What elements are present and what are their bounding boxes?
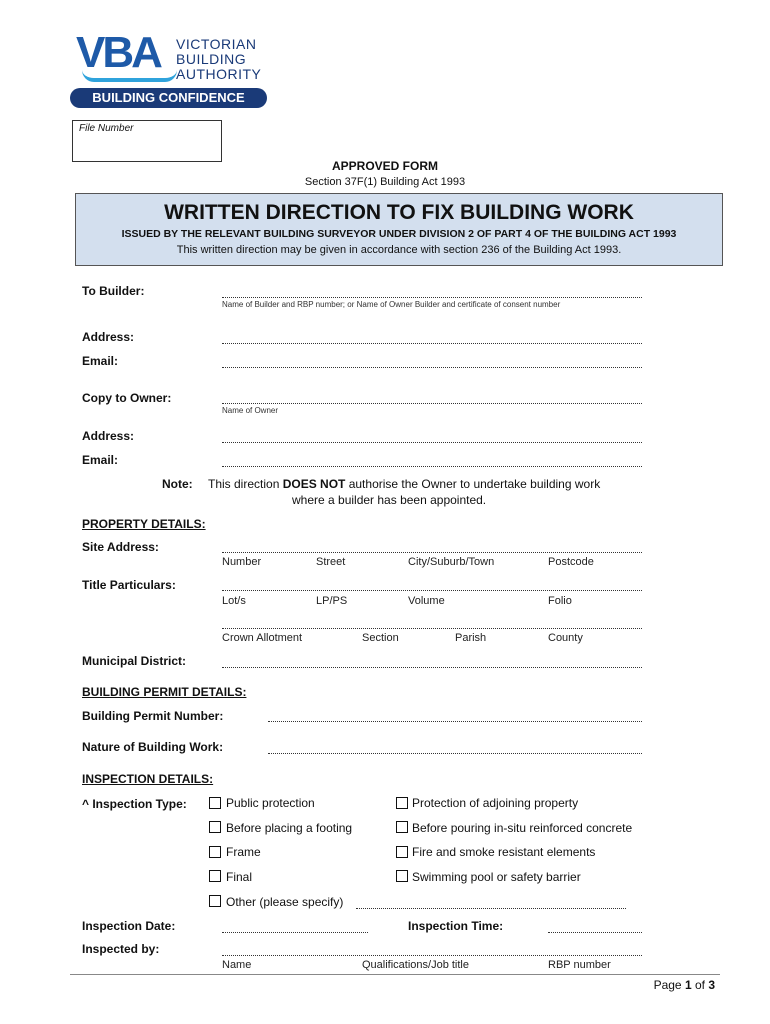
page-total: 3 (708, 978, 715, 992)
checkbox-adjoining-property[interactable] (396, 797, 408, 809)
approved-form-heading: APPROVED FORM (331, 159, 438, 173)
note-text-bold: DOES NOT (282, 477, 346, 491)
crown-col-allotment: Crown Allotment (222, 632, 303, 644)
inspection-time-label: Inspection Time: (408, 919, 504, 933)
site-address-label: Site Address: (82, 540, 159, 554)
checkbox-final[interactable] (209, 870, 221, 882)
owner-address-label: Address: (82, 429, 135, 443)
note-text-line2: where a builder has been appointed. (292, 493, 487, 507)
crown-allotment-field[interactable] (222, 628, 642, 629)
to-builder-label: To Builder: (82, 284, 145, 298)
other-specify-field[interactable] (356, 908, 626, 909)
inspected-by-col-name: Name (222, 959, 252, 971)
site-address-field[interactable] (222, 552, 642, 553)
form-title: WRITTEN DIRECTION TO FIX BUILDING WORK (164, 201, 634, 224)
title-col-lpps: LP/PS (316, 595, 348, 607)
approved-form-section: Section 37F(1) Building Act 1993 (304, 176, 466, 188)
builder-address-field[interactable] (222, 343, 642, 344)
checkbox-reinforced-concrete[interactable] (396, 821, 408, 833)
logo-name-line2: BUILDING (176, 51, 247, 67)
option-frame: Frame (226, 845, 261, 859)
permit-number-label: Building Permit Number: (82, 709, 224, 723)
inspection-time-field[interactable] (548, 932, 642, 933)
copy-to-owner-hint: Name of Owner (222, 406, 279, 415)
site-col-number: Number (222, 556, 262, 568)
page-of-word: of (691, 978, 709, 992)
option-before-footing: Before placing a footing (226, 821, 353, 835)
inspection-type-label: ^ Inspection Type: (82, 797, 187, 811)
owner-email-label: Email: (82, 453, 119, 467)
option-swimming-pool: Swimming pool or safety barrier (412, 870, 581, 884)
title-box (75, 193, 723, 266)
vba-logo-letters: VBA (76, 28, 160, 77)
site-col-postcode: Postcode (548, 556, 594, 568)
inspected-by-col-qualifications: Qualifications/Job title (362, 959, 469, 971)
title-col-folio: Folio (548, 595, 572, 607)
option-adjoining-property: Protection of adjoining property (412, 796, 579, 810)
file-number-label: File Number (79, 123, 134, 134)
inspection-details-heading: INSPECTION DETAILS: (82, 772, 214, 786)
builder-email-field[interactable] (222, 367, 642, 368)
to-builder-hint: Name of Builder and RBP number; or Name of Owner Builder and certificate of consent number (222, 300, 561, 309)
option-reinforced-concrete: Before pouring in-situ reinforced concrete (412, 821, 633, 835)
logo-name-line3: AUTHORITY (176, 66, 262, 82)
form-subtitle: ISSUED BY THE RELEVANT BUILDING SURVEYOR UNDER DIVISION 2 OF PART 4 OF THE BUILDING ACT 1993 (121, 228, 677, 240)
crown-col-county: County (548, 632, 583, 644)
checkbox-before-footing[interactable] (209, 821, 221, 833)
title-col-lots: Lot/s (222, 595, 246, 607)
inspection-date-field[interactable] (222, 932, 368, 933)
permit-number-field[interactable] (268, 721, 642, 722)
nature-of-work-field[interactable] (268, 753, 642, 754)
title-particulars-label: Title Particulars: (82, 578, 176, 592)
option-other: Other (please specify) (226, 895, 344, 909)
logo-swoosh (82, 70, 177, 82)
inspection-date-label: Inspection Date: (82, 919, 176, 933)
builder-address-label: Address: (82, 330, 135, 344)
copy-to-owner-label: Copy to Owner: (82, 391, 172, 405)
checkbox-other[interactable] (209, 895, 221, 907)
builder-email-label: Email: (82, 354, 119, 368)
site-col-street: Street (316, 556, 346, 568)
permit-details-heading: BUILDING PERMIT DETAILS: (82, 685, 247, 699)
vba-logo (70, 28, 270, 110)
checkbox-swimming-pool[interactable] (396, 870, 408, 882)
option-public-protection: Public protection (226, 796, 315, 810)
option-final: Final (226, 870, 253, 884)
logo-banner: BUILDING CONFIDENCE (70, 88, 267, 108)
file-number-box[interactable] (72, 120, 222, 162)
logo-name-line1: VICTORIAN (176, 36, 257, 52)
crown-col-section: Section (362, 632, 399, 644)
note-text-post: authorise the Owner to undertake building work (345, 477, 601, 491)
owner-email-field[interactable] (222, 466, 642, 467)
property-details-heading: PROPERTY DETAILS: (82, 517, 206, 531)
owner-address-field[interactable] (222, 442, 642, 443)
title-particulars-field[interactable] (222, 590, 642, 591)
site-col-city: City/Suburb/Town (408, 556, 495, 568)
copy-to-owner-field[interactable] (222, 403, 642, 404)
form-subline: This written direction may be given in accordance with section 236 of the Building Act 1993. (176, 244, 622, 256)
note-text-pre: This direction (208, 477, 283, 491)
page-word: Page (653, 978, 685, 992)
municipal-district-label: Municipal District: (82, 654, 187, 668)
option-fire-smoke: Fire and smoke resistant elements (412, 845, 596, 859)
checkbox-public-protection[interactable] (209, 797, 221, 809)
page-indicator (654, 978, 715, 992)
checkbox-frame[interactable] (209, 846, 221, 858)
page-number: 1 (684, 978, 692, 992)
footer-rule (70, 974, 720, 975)
note-text (208, 477, 600, 491)
to-builder-field[interactable] (222, 297, 642, 298)
crown-col-parish: Parish (455, 632, 487, 644)
inspected-by-col-rbp: RBP number (548, 959, 611, 971)
nature-of-work-label: Nature of Building Work: (82, 740, 224, 754)
inspected-by-field[interactable] (222, 955, 642, 956)
inspected-by-label: Inspected by: (82, 942, 160, 956)
note-label: Note: (162, 477, 193, 491)
municipal-district-field[interactable] (222, 667, 642, 668)
title-col-volume: Volume (408, 595, 445, 607)
checkbox-fire-smoke[interactable] (396, 846, 408, 858)
